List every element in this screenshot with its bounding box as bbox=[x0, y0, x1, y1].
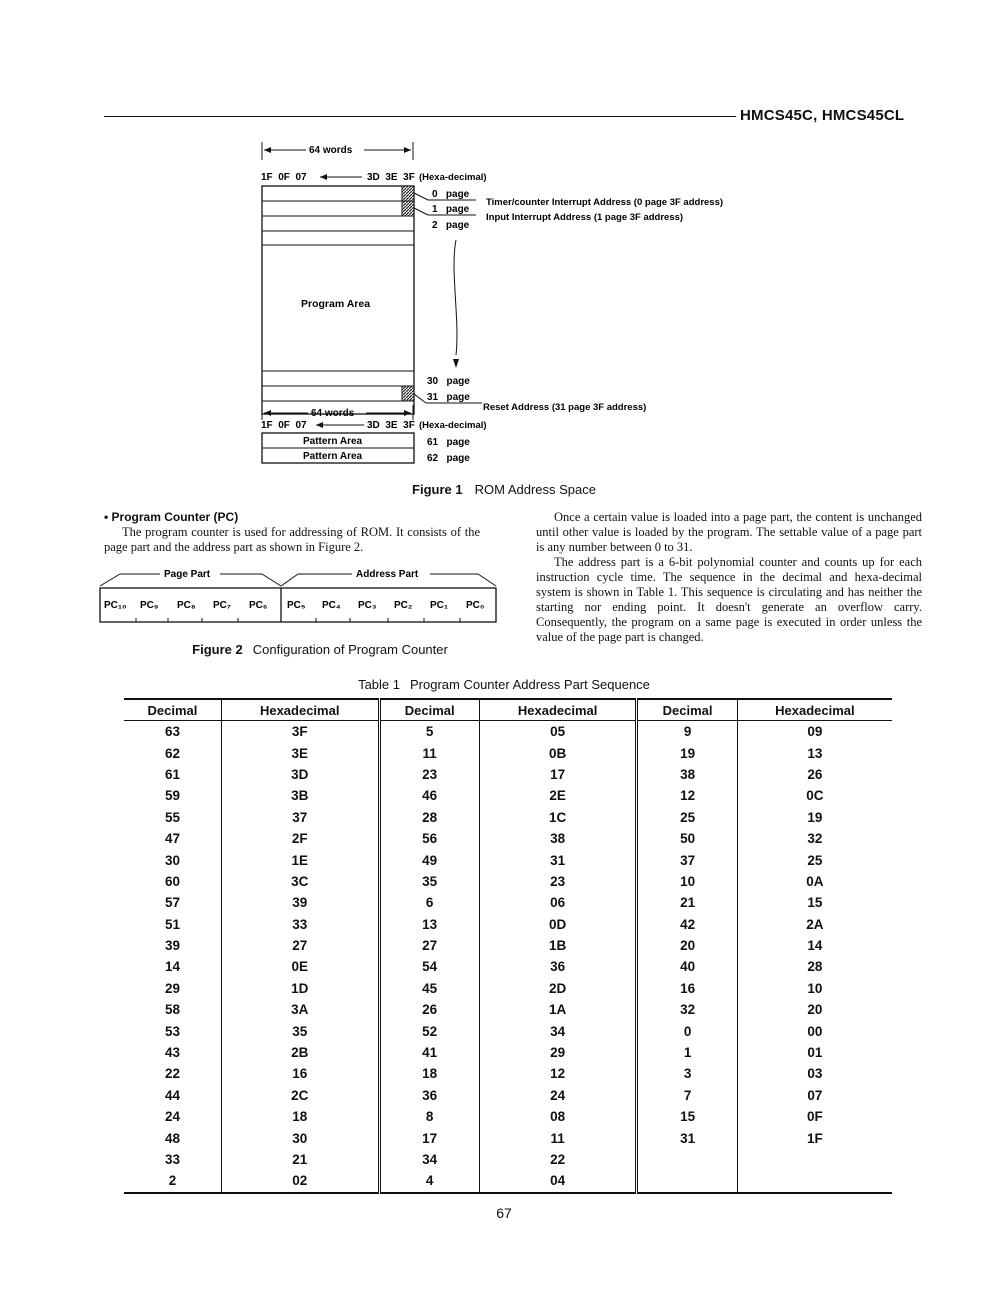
address-part-label: Address Part bbox=[356, 569, 419, 580]
table-cell: 37 bbox=[637, 849, 737, 870]
bit-pc3: PC₃ bbox=[358, 600, 377, 611]
table-row bbox=[124, 1106, 892, 1127]
table-cell: 16 bbox=[637, 978, 737, 999]
table-cell: 55 bbox=[164, 809, 180, 825]
table-cell: 36 bbox=[479, 956, 637, 977]
table-cell: 50 bbox=[637, 828, 737, 849]
bit-pc5: PC₅ bbox=[287, 600, 306, 611]
table-cell: 63 bbox=[164, 724, 180, 740]
right-paragraph-2: The address part is a 6-bit polynomial counter and counts up for each instruction cycle time. The sequence in the decimal and hexa-decimal system is shown in Table 1. This sequence is circulating and has neither the starting nor ending point. It doesn't generate an overflow carry. Consequently, the program on a same page is executed in order unless the value of the page part is changed. bbox=[536, 555, 922, 644]
hex-right-top: 3D 3E 3F bbox=[367, 172, 415, 183]
table-row bbox=[124, 935, 892, 956]
table-cell: 1 bbox=[637, 1042, 737, 1063]
table-cell: 27 bbox=[221, 935, 379, 956]
reset-address-note: Reset Address (31 page 3F address) bbox=[483, 402, 647, 413]
table-row bbox=[124, 849, 892, 870]
program-area-label: Program Area bbox=[301, 298, 371, 310]
table-cell: 59 bbox=[164, 788, 180, 804]
table-cell: 12 bbox=[637, 785, 737, 806]
bit-pc2: PC₂ bbox=[394, 600, 413, 611]
table-cell: 26 bbox=[379, 999, 479, 1020]
table-row bbox=[124, 1149, 892, 1170]
bit-pc10: PC₁₀ bbox=[104, 600, 127, 611]
table-row bbox=[124, 892, 892, 913]
table-row bbox=[124, 764, 892, 785]
figure2-caption-text: Configuration of Program Counter bbox=[252, 642, 448, 657]
table-cell: 3 bbox=[637, 1063, 737, 1084]
table-cell: 57 bbox=[164, 895, 180, 911]
table-cell: 2 bbox=[124, 1170, 221, 1192]
table-cell: 29 bbox=[164, 980, 180, 996]
table-cell: 3D bbox=[221, 764, 379, 785]
hex-left-top: 1F 0F 07 bbox=[261, 172, 307, 183]
table-cell: 23 bbox=[379, 764, 479, 785]
table-cell: 18 bbox=[379, 1063, 479, 1084]
table-cell: 1D bbox=[221, 978, 379, 999]
pattern-area-1: Pattern Area bbox=[303, 436, 363, 447]
left-column bbox=[104, 510, 480, 555]
table-cell: 49 bbox=[379, 849, 479, 870]
table-cell: 23 bbox=[479, 871, 637, 892]
table-cell: 3F bbox=[221, 721, 379, 743]
table-cell: 19 bbox=[737, 807, 892, 828]
table-row bbox=[124, 1020, 892, 1041]
table-cell: 8 bbox=[379, 1106, 479, 1127]
table-cell: 2E bbox=[479, 785, 637, 806]
table-cell: 03 bbox=[737, 1063, 892, 1084]
table-row bbox=[124, 807, 892, 828]
table-cell: 11 bbox=[479, 1127, 637, 1148]
table-cell: 1B bbox=[479, 935, 637, 956]
table-cell: 24 bbox=[479, 1085, 637, 1106]
col-header: Decimal bbox=[124, 699, 221, 721]
bit-pc7: PC₇ bbox=[213, 600, 231, 611]
table-cell: 56 bbox=[379, 828, 479, 849]
table-cell: 12 bbox=[479, 1063, 637, 1084]
hex-left-bottom: 1F 0F 07 bbox=[261, 420, 307, 431]
table-row bbox=[124, 721, 892, 743]
table-cell: 54 bbox=[379, 956, 479, 977]
table-cell: 30 bbox=[221, 1127, 379, 1148]
table-cell: 15 bbox=[737, 892, 892, 913]
col-header: Hexadecimal bbox=[737, 699, 892, 721]
table-cell: 42 bbox=[637, 914, 737, 935]
program-counter-heading: • Program Counter (PC) bbox=[104, 510, 239, 524]
table-cell: 10 bbox=[637, 871, 737, 892]
table-cell: 09 bbox=[737, 721, 892, 743]
table-cell: 6 bbox=[379, 892, 479, 913]
table-cell: 53 bbox=[164, 1023, 180, 1039]
table-cell: 13 bbox=[379, 914, 479, 935]
table-cell: 19 bbox=[637, 742, 737, 763]
table-row bbox=[124, 1063, 892, 1084]
table-cell: 35 bbox=[221, 1020, 379, 1041]
address-sequence-table bbox=[124, 698, 892, 1194]
table-cell: 0 bbox=[637, 1020, 737, 1041]
timer-interrupt-note: Timer/counter Interrupt Address (0 page 3F address) bbox=[486, 197, 724, 208]
table-cell: 2C bbox=[221, 1085, 379, 1106]
table1-caption bbox=[0, 677, 1008, 692]
hex-note-bottom: (Hexa-decimal) bbox=[419, 420, 487, 431]
page-0-label: 0 page bbox=[432, 189, 470, 200]
table-cell: 10 bbox=[737, 978, 892, 999]
table-row bbox=[124, 914, 892, 935]
table-cell: 34 bbox=[379, 1149, 479, 1170]
table-cell: 5 bbox=[379, 721, 479, 743]
table-cell: 32 bbox=[737, 828, 892, 849]
table-cell: 58 bbox=[164, 1002, 180, 1018]
figure1-caption-num: Figure 1 bbox=[412, 482, 463, 497]
table-cell: 7 bbox=[637, 1085, 737, 1106]
table-cell: 25 bbox=[637, 807, 737, 828]
table-row bbox=[124, 956, 892, 977]
table-cell: 3B bbox=[221, 785, 379, 806]
table-cell: 08 bbox=[479, 1106, 637, 1127]
table-cell: 00 bbox=[737, 1020, 892, 1041]
table-cell: 52 bbox=[379, 1020, 479, 1041]
table-cell: 1E bbox=[221, 849, 379, 870]
col-header: Hexadecimal bbox=[479, 699, 637, 721]
bit-pc0: PC₀ bbox=[466, 600, 485, 611]
table-row bbox=[124, 999, 892, 1020]
table-cell: 02 bbox=[221, 1170, 379, 1192]
table-cell: 61 bbox=[164, 766, 180, 782]
col-header: Decimal bbox=[379, 699, 479, 721]
page-part-label: Page Part bbox=[164, 569, 211, 580]
table-cell: 36 bbox=[379, 1085, 479, 1106]
table-cell: 1F bbox=[737, 1127, 892, 1148]
table-cell: 1C bbox=[479, 807, 637, 828]
table-cell: 06 bbox=[479, 892, 637, 913]
table-cell: 21 bbox=[221, 1149, 379, 1170]
page-31-label: 31 page bbox=[427, 392, 470, 403]
table-cell bbox=[637, 1149, 737, 1170]
table-cell: 28 bbox=[737, 956, 892, 977]
words-label-top: 64 words bbox=[309, 145, 353, 156]
table-cell: 24 bbox=[164, 1109, 180, 1125]
figure1-caption bbox=[0, 482, 1008, 497]
table-cell: 17 bbox=[379, 1127, 479, 1148]
table-cell bbox=[737, 1149, 892, 1170]
bit-pc8: PC₈ bbox=[177, 600, 196, 611]
table-cell: 07 bbox=[737, 1085, 892, 1106]
table-cell: 30 bbox=[164, 852, 180, 868]
bit-pc1: PC₁ bbox=[430, 600, 449, 611]
header-rule bbox=[104, 116, 736, 117]
table-cell: 2A bbox=[737, 914, 892, 935]
table-cell: 38 bbox=[637, 764, 737, 785]
page-1-label: 1 page bbox=[432, 204, 470, 215]
document-header-title: HMCS45C, HMCS45CL bbox=[740, 107, 905, 124]
table-cell bbox=[637, 1170, 737, 1192]
table-cell: 46 bbox=[379, 785, 479, 806]
table-cell: 31 bbox=[637, 1127, 737, 1148]
figure2-caption bbox=[100, 642, 540, 657]
table-cell: 9 bbox=[637, 721, 737, 743]
table-cell: 05 bbox=[479, 721, 637, 743]
table-cell: 35 bbox=[379, 871, 479, 892]
bit-pc9: PC₉ bbox=[140, 600, 159, 611]
table-body bbox=[124, 721, 892, 1193]
table-row bbox=[124, 828, 892, 849]
hex-note-top: (Hexa-decimal) bbox=[419, 172, 487, 183]
table-cell: 16 bbox=[221, 1063, 379, 1084]
page-2-label: 2 page bbox=[432, 220, 470, 231]
table-cell: 2F bbox=[221, 828, 379, 849]
col-header: Hexadecimal bbox=[221, 699, 379, 721]
table-cell: 44 bbox=[164, 1087, 180, 1103]
table-cell: 0D bbox=[479, 914, 637, 935]
table-cell: 34 bbox=[479, 1020, 637, 1041]
pattern-area-2: Pattern Area bbox=[303, 451, 363, 462]
table-cell: 25 bbox=[737, 849, 892, 870]
figure1-caption-text: ROM Address Space bbox=[474, 482, 596, 497]
table-cell: 20 bbox=[737, 999, 892, 1020]
table-cell: 38 bbox=[479, 828, 637, 849]
table-cell: 40 bbox=[637, 956, 737, 977]
table-cell: 27 bbox=[379, 935, 479, 956]
input-interrupt-note: Input Interrupt Address (1 page 3F address) bbox=[486, 212, 684, 223]
table-cell: 14 bbox=[737, 935, 892, 956]
table-cell: 0F bbox=[737, 1106, 892, 1127]
table-row bbox=[124, 1085, 892, 1106]
table-cell: 2D bbox=[479, 978, 637, 999]
table1-caption-text: Program Counter Address Part Sequence bbox=[410, 677, 650, 692]
table-cell: 62 bbox=[164, 745, 180, 761]
table-cell: 3E bbox=[221, 742, 379, 763]
table-cell: 18 bbox=[221, 1106, 379, 1127]
hex-right-bottom: 3D 3E 3F bbox=[367, 420, 415, 431]
bit-pc4: PC₄ bbox=[322, 600, 341, 611]
program-counter-paragraph: The program counter is used for addressing of ROM. It consists of the page part and the address part as shown in Figure 2. bbox=[104, 525, 480, 554]
table-cell: 22 bbox=[164, 1066, 180, 1082]
table-row bbox=[124, 1170, 892, 1192]
table-cell: 0A bbox=[737, 871, 892, 892]
table-cell: 43 bbox=[164, 1045, 180, 1061]
table-cell: 47 bbox=[164, 831, 180, 847]
table-cell: 13 bbox=[737, 742, 892, 763]
bit-pc6: PC₆ bbox=[249, 600, 268, 611]
table-row bbox=[124, 742, 892, 763]
table-cell: 41 bbox=[379, 1042, 479, 1063]
figure2-caption-num: Figure 2 bbox=[192, 642, 243, 657]
table-cell: 32 bbox=[637, 999, 737, 1020]
table-cell: 2B bbox=[221, 1042, 379, 1063]
table-cell: 26 bbox=[737, 764, 892, 785]
table-cell: 01 bbox=[737, 1042, 892, 1063]
table-cell: 45 bbox=[379, 978, 479, 999]
table-row bbox=[124, 1042, 892, 1063]
table-cell: 39 bbox=[164, 938, 180, 954]
table-cell: 3C bbox=[221, 871, 379, 892]
table-cell: 37 bbox=[221, 807, 379, 828]
page-30-label: 30 page bbox=[427, 376, 470, 387]
table1-caption-num: Table 1 bbox=[358, 677, 400, 692]
table-cell: 39 bbox=[221, 892, 379, 913]
table-cell: 33 bbox=[221, 914, 379, 935]
table-cell: 14 bbox=[164, 959, 180, 975]
table-cell: 4 bbox=[379, 1170, 479, 1192]
right-column bbox=[536, 510, 922, 645]
table-cell: 20 bbox=[637, 935, 737, 956]
page-number: 67 bbox=[496, 1205, 512, 1221]
table-cell: 11 bbox=[379, 742, 479, 763]
words-label-bottom: 64 words bbox=[311, 408, 355, 419]
table-row bbox=[124, 978, 892, 999]
table-cell: 0B bbox=[479, 742, 637, 763]
table-cell: 51 bbox=[164, 916, 180, 932]
table-cell: 29 bbox=[479, 1042, 637, 1063]
table-row bbox=[124, 785, 892, 806]
table-cell bbox=[737, 1170, 892, 1192]
col-header: Decimal bbox=[637, 699, 737, 721]
figure-rom-address-space bbox=[250, 140, 770, 480]
right-paragraph-1: Once a certain value is loaded into a page part, the content is unchanged until other value is loaded by the program. The settable value of a page part is any number between 0 to 31. bbox=[536, 510, 922, 554]
table-cell: 17 bbox=[479, 764, 637, 785]
page-61-label: 61 page bbox=[427, 437, 470, 448]
table-cell: 28 bbox=[379, 807, 479, 828]
table-cell: 1A bbox=[479, 999, 637, 1020]
table-cell: 21 bbox=[637, 892, 737, 913]
table-cell: 0C bbox=[737, 785, 892, 806]
table-cell: 04 bbox=[479, 1170, 637, 1192]
table-row bbox=[124, 871, 892, 892]
page-62-label: 62 page bbox=[427, 453, 470, 464]
table-cell: 22 bbox=[479, 1149, 637, 1170]
table-cell: 60 bbox=[164, 873, 180, 889]
table-cell: 3A bbox=[221, 999, 379, 1020]
table-cell: 48 bbox=[164, 1130, 180, 1146]
table-row bbox=[124, 1127, 892, 1148]
table-cell: 0E bbox=[221, 956, 379, 977]
figure-program-counter-config bbox=[98, 564, 500, 628]
table-header-row bbox=[124, 699, 892, 721]
table-cell: 33 bbox=[164, 1152, 180, 1167]
table-cell: 15 bbox=[637, 1106, 737, 1127]
table-cell: 31 bbox=[479, 849, 637, 870]
